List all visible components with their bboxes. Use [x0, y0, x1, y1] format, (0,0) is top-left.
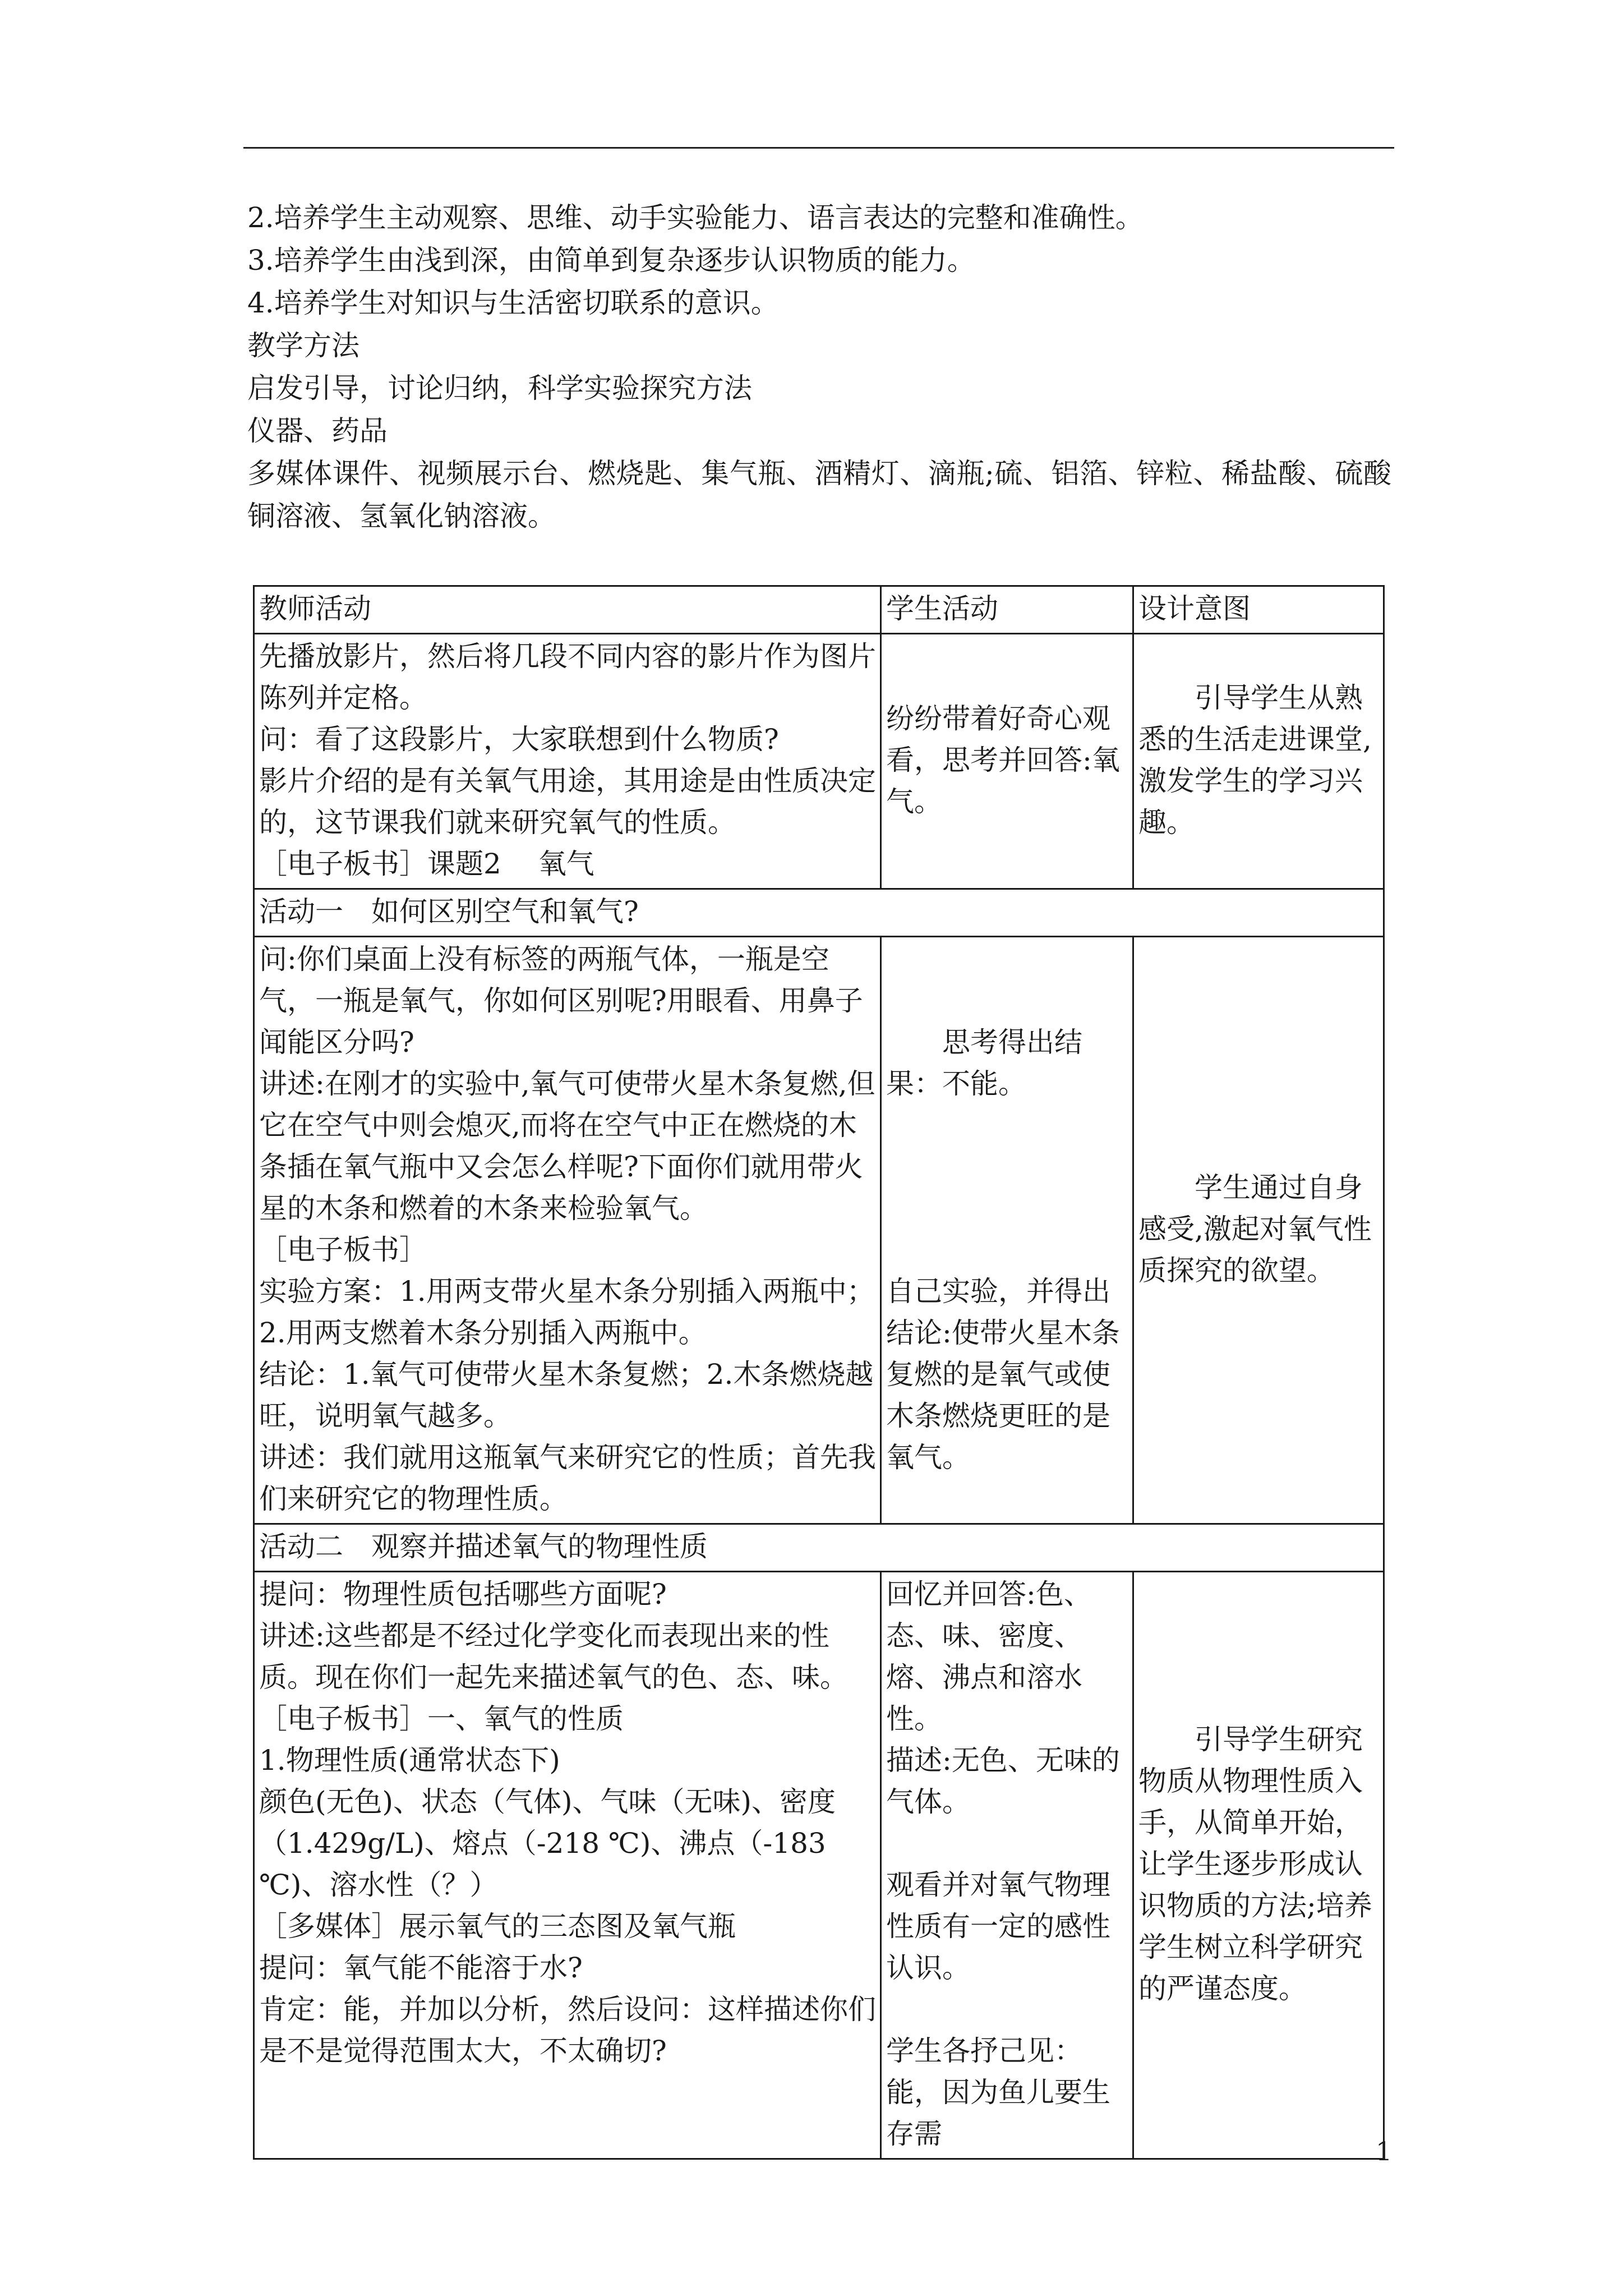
activity-title-row [254, 1524, 1384, 1572]
materials-text: 多媒体课件、视频展示台、燃烧匙、集气瓶、酒精灯、滴瓶;硫、铝箔、锌粒、稀盐酸、硫酸铜溶液、氢氧化钠溶液。 [247, 457, 1391, 532]
table-header-row [254, 586, 1384, 634]
student-activity-cell: 回忆并回答:色、态、味、密度、熔、沸点和溶水性。 描述:无色、无味的气体。 观看并对氧气物理性质有一定的感性认识。 学生各抒己见：能，因为鱼儿要生存需 [881, 1572, 1133, 2159]
header-teacher-activity: 教师活动 [254, 586, 881, 634]
header-student-activity: 学生活动 [881, 586, 1133, 634]
section-heading-methods: 教学方法 [247, 329, 359, 362]
teacher-activity-cell: 提问：物理性质包括哪些方面呢? 讲述:这些都是不经过化学变化而表现出来的性质。现在你们一起先来描述氧气的色、态、味。 ［电子板书］一、氧气的性质 1.物理性质(通常状态下) 颜色(无色)、状态（气体)、气味（无味)、密度（1.429g/L)、熔点（-218 ℃)、沸点（-183 ℃)、溶水性（？） ［多媒体］展示氧气的三态图及氧气瓶 提问：氧气能不能溶于水? 肯定：能，并加以分析，然后设问：这样描述你们是不是觉得范围太大，不太确切? [254, 1572, 881, 2159]
activity-title-row [254, 889, 1384, 937]
activity-one-title: 活动一 如何区别空气和氧气? [254, 889, 1384, 937]
teacher-activity-cell: 问:你们桌面上没有标签的两瓶气体，一瓶是空气，一瓶是氧气，你如何区别呢?用眼看、用鼻子闻能区分吗? 讲述:在刚才的实验中,氧气可使带火星木条复燃,但它在空气中则会熄灭,而将在空气中正在燃烧的木条插在氧气瓶中又会怎么样呢?下面你们就用带火星的木条和燃着的木条来检验氧气。 ［电子板书］ 实验方案：1.用两支带火星木条分别插入两瓶中；2.用两支燃着木条分别插入两瓶中。 结论：1.氧气可使带火星木条复燃；2.木条燃烧越旺，说明氧气越多。 讲述：我们就用这瓶氧气来研究它的性质；首先我们来研究它的物理性质。 [254, 937, 881, 1524]
student-activity-cell: 纷纷带着好奇心观看，思考并回答:氧气。 [881, 634, 1133, 889]
objective-line: 3.培养学生由浅到深，由简单到复杂逐步认识物质的能力。 [247, 244, 975, 277]
header-design-intent: 设计意图 [1133, 586, 1384, 634]
objective-line: 2.培养学生主动观察、思维、动手实验能力、语言表达的完整和准确性。 [247, 201, 1144, 234]
lesson-plan-table [253, 585, 1385, 2160]
intro-section [247, 196, 1391, 537]
design-intent-cell: 引导学生研究物质从物理性质入手，从简单开始，让学生逐步形成认识物质的方法;培养学生树立科学研究的严谨态度。 [1133, 1572, 1384, 2159]
objective-line: 4.培养学生对知识与生活密切联系的意识。 [247, 287, 779, 319]
activity-two-title: 活动二 观察并描述氧气的物理性质 [254, 1524, 1384, 1572]
methods-text: 启发引导，讨论归纳，科学实验探究方法 [247, 372, 752, 404]
teacher-activity-cell: 先播放影片，然后将几段不同内容的影片作为图片陈列并定格。 问：看了这段影片，大家联想到什么物质? 影片介绍的是有关氧气用途，其用途是由性质决定的，这节课我们就来研究氧气的性质。 ［电子板书］课题2 氧气 [254, 634, 881, 889]
table-row [254, 1572, 1384, 2159]
header-rule [243, 147, 1394, 149]
design-intent-cell: 引导学生从熟悉的生活走进课堂,激发学生的学习兴趣。 [1133, 634, 1384, 889]
table-row [254, 937, 1384, 1524]
student-activity-cell: 思考得出结果：不能。 自己实验，并得出结论:使带火星木条复燃的是氧气或使木条燃烧更旺的是氧气。 [881, 937, 1133, 1524]
table-row [254, 634, 1384, 889]
page-number: 1 [1376, 2136, 1393, 2166]
design-intent-cell: 学生通过自身感受,激起对氧气性质探究的欲望。 [1133, 937, 1384, 1524]
section-heading-materials: 仪器、药品 [247, 415, 388, 447]
